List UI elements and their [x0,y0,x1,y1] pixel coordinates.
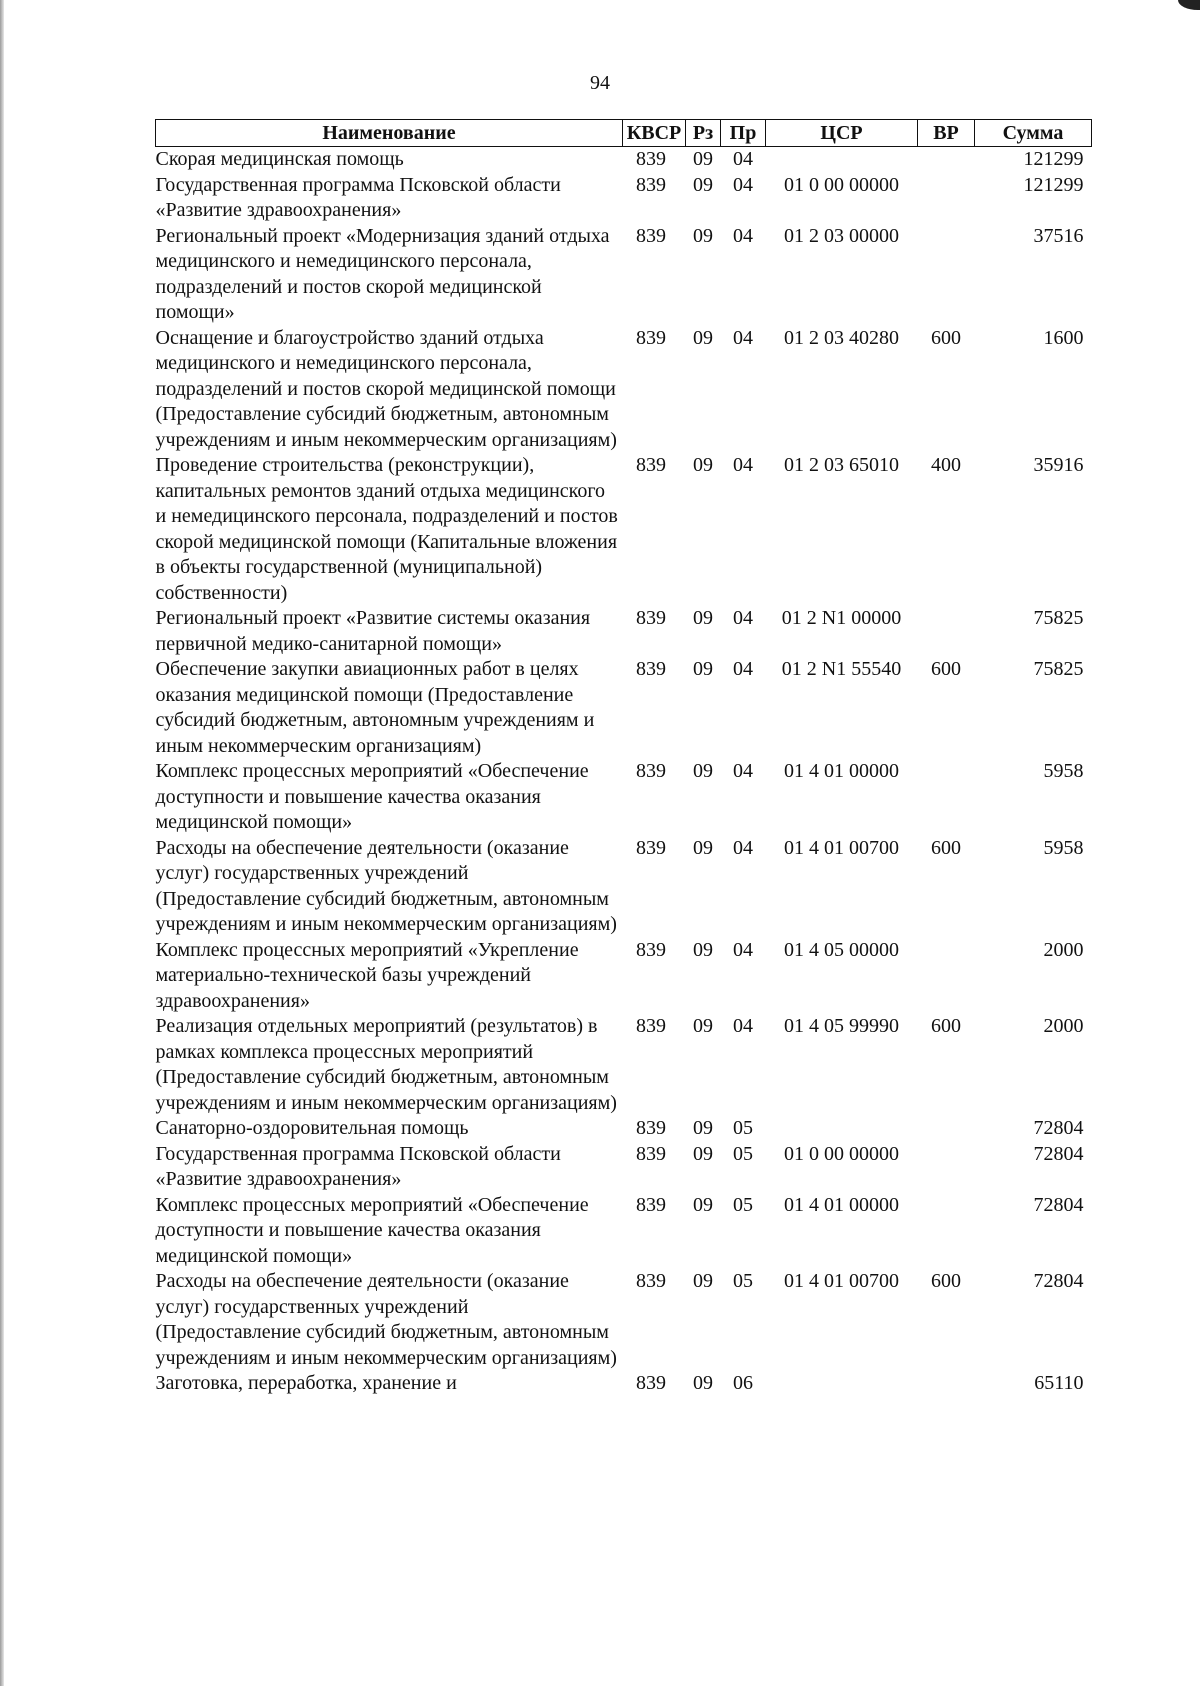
cell-sum: 35916 [1033,454,1084,476]
cell-csr: 01 4 05 00000 [784,938,899,961]
cell-rz: 09 [693,224,713,247]
cell-name: Комплекс процессных мероприятий «Обеспечение доступности и повышение качества оказания медицинской помощи» [155,760,589,833]
cell-pr: 04 [733,326,753,349]
cell-vr [918,938,975,1015]
cell-pr: 06 [733,1372,753,1394]
cell-sum: 72804 [1033,1117,1084,1139]
cell-csr: 01 2 N1 55540 [781,658,902,680]
cell-vr [918,147,975,173]
cell-pr: 04 [733,760,753,782]
cell-rz: 09 [693,1015,713,1037]
cell-pr: 05 [733,1142,753,1165]
cell-kvsr: 839 [636,938,666,961]
cell-sum: 1600 [1043,326,1084,349]
cell-rz: 09 [693,836,713,859]
cell-sum: 72804 [1033,1142,1084,1165]
cell-sum: 2000 [1043,1015,1084,1037]
cell-name: Реализация отдельных мероприятий (результатов) в рамках комплекса процессных мероприятий (Предоставление субсидий бюджетным, автономным учреждениям и иным некоммерческим организациям) [155,1015,617,1114]
cell-rz: 09 [693,1142,713,1165]
cell-sum: 75825 [1033,607,1084,629]
table-body [156,147,1092,1397]
cell-vr [918,173,975,224]
cell-kvsr: 839 [636,173,666,196]
table-row [156,1116,1092,1142]
cell-vr: 400 [931,454,961,476]
cell-sum: 5958 [1043,760,1084,782]
cell-sum: 65110 [1034,1372,1084,1394]
header-pr: Пр [721,120,766,147]
table-row [156,759,1092,836]
cell-csr: 01 4 05 99990 [784,1015,899,1037]
cell-kvsr: 839 [636,1193,666,1216]
cell-rz: 09 [693,607,713,629]
cell-kvsr: 839 [636,326,666,349]
cell-pr: 04 [733,1015,753,1037]
cell-csr: 01 0 00 00000 [784,1142,899,1165]
table-row [156,147,1092,173]
cell-rz: 09 [693,1372,713,1394]
table-row [156,1142,1092,1193]
cell-rz: 09 [693,148,713,170]
cell-sum: 5958 [1043,836,1084,859]
cell-name: Комплекс процессных мероприятий «Обеспечение доступности и повышение качества оказания медицинской помощи» [155,1193,589,1267]
cell-pr: 04 [733,224,753,247]
cell-name: Региональный проект «Модернизация зданий отдыха медицинского и немедицинского персонала, подразделений и постов скорой медицинской помощи» [155,224,610,323]
cell-pr: 04 [733,454,753,476]
cell-vr: 600 [931,836,961,859]
cell-rz: 09 [693,938,713,961]
cell-name: Оснащение и благоустройство зданий отдыха медицинского и немедицинского персонала, подразделений и постов скорой медицинской помощи (Предоставление субсидий бюджетным, автономным учреждениям и иным некоммерческим организациям) [155,326,617,451]
cell-name: Скорая медицинская помощь [155,148,404,170]
cell-csr [766,1116,918,1142]
cell-csr: 01 2 N1 00000 [781,607,902,629]
cell-name: Расходы на обеспечение деятельности (оказание услуг) государственных учреждений (Предоставление субсидий бюджетным, автономным учреждениям и иным некоммерческим организациям) [155,836,617,935]
cell-sum: 2000 [1043,938,1084,961]
table-row [156,1193,1092,1270]
cell-kvsr: 839 [636,836,666,859]
cell-pr: 04 [733,173,753,196]
cell-kvsr: 839 [636,1015,666,1037]
cell-name: Проведение строительства (реконструкции), капитальных ремонтов зданий отдыха медицинского и немедицинского персонала, подразделений и постов скорой медицинской помощи (Капитальные вложения в объекты государственной (муниципальной) собственности) [155,454,618,604]
cell-vr: 600 [931,326,961,349]
cell-rz: 09 [693,454,713,476]
cell-csr [766,1371,918,1397]
cell-vr [918,1193,975,1270]
table-row [156,173,1092,224]
cell-name: Расходы на обеспечение деятельности (оказание услуг) государственных учреждений (Предоставление субсидий бюджетным, автономным учреждениям и иным некоммерческим организациям) [155,1270,617,1369]
header-rz: Рз [686,120,721,147]
table-row [156,1014,1092,1116]
cell-rz: 09 [693,658,713,680]
table-row [156,1269,1092,1371]
header-sum: Сумма [975,120,1092,147]
cell-kvsr: 839 [636,1270,666,1292]
cell-rz: 09 [693,326,713,349]
cell-name: Государственная программа Псковской области «Развитие здравоохранения» [155,173,561,221]
cell-csr: 01 4 01 00700 [784,1270,899,1292]
header-name: Наименование [156,120,623,147]
cell-csr: 01 4 01 00700 [784,836,899,859]
cell-pr: 04 [733,607,753,629]
cell-sum: 121299 [1023,148,1084,170]
cell-kvsr: 839 [636,454,666,476]
cell-vr [918,1142,975,1193]
cell-vr [918,606,975,657]
table-row [156,224,1092,326]
table-row [156,326,1092,454]
cell-kvsr: 839 [636,1117,666,1139]
cell-sum: 72804 [1033,1193,1084,1216]
cell-pr: 05 [733,1193,753,1216]
budget-table [155,119,1092,1397]
cell-pr: 04 [733,938,753,961]
cell-rz: 09 [693,1270,713,1292]
table-row [156,1371,1092,1397]
cell-kvsr: 839 [636,760,666,782]
cell-vr: 600 [931,1015,961,1037]
cell-vr: 600 [931,658,961,680]
cell-pr: 04 [733,836,753,859]
cell-sum: 75825 [1033,658,1084,680]
cell-csr: 01 2 03 00000 [784,224,899,247]
cell-name: Обеспечение закупки авиационных работ в целях оказания медицинской помощи (Предоставление субсидий бюджетным, автономным учреждениям и иным некоммерческим организациям) [155,658,595,757]
cell-vr [918,224,975,326]
table-row [156,606,1092,657]
cell-rz: 09 [693,1117,713,1139]
cell-csr: 01 4 01 00000 [784,1193,899,1216]
table-row [156,836,1092,938]
cell-csr: 01 4 01 00000 [784,760,899,782]
table-row [156,657,1092,759]
cell-pr: 05 [733,1270,753,1292]
cell-name: Санаторно-оздоровительная помощь [155,1117,469,1139]
header-vr: ВР [918,120,975,147]
table-header-row [156,120,1092,147]
cell-pr: 04 [733,658,753,680]
cell-name: Заготовка, переработка, хранение и [155,1372,457,1394]
cell-pr: 04 [733,148,753,170]
cell-csr: 01 2 03 40280 [784,326,899,349]
header-kvsr: КВСР [623,120,686,147]
cell-kvsr: 839 [636,1372,666,1394]
cell-sum: 72804 [1033,1270,1084,1292]
cell-sum: 37516 [1033,224,1084,247]
table-row [156,938,1092,1015]
cell-kvsr: 839 [636,1142,666,1165]
cell-csr: 01 0 00 00000 [784,173,899,196]
cell-kvsr: 839 [636,148,666,170]
cell-kvsr: 839 [636,607,666,629]
cell-pr: 05 [733,1117,753,1139]
cell-kvsr: 839 [636,224,666,247]
cell-sum: 121299 [1023,173,1084,196]
cell-rz: 09 [693,1193,713,1216]
scan-left-edge [0,0,4,1686]
cell-rz: 09 [693,760,713,782]
cell-csr [766,147,918,173]
cell-vr [918,759,975,836]
cell-name: Региональный проект «Развитие системы оказания первичной медико-санитарной помощи» [155,607,591,655]
scan-corner-mark [1178,0,1200,10]
cell-rz: 09 [693,173,713,196]
page-number: 94 [590,72,610,94]
cell-name: Комплекс процессных мероприятий «Укрепление материально-технической базы учреждений здравоохранения» [155,938,579,1012]
cell-vr [918,1116,975,1142]
header-csr: ЦСР [766,120,918,147]
cell-csr: 01 2 03 65010 [784,454,899,476]
table-row [156,453,1092,606]
cell-vr: 600 [931,1270,961,1292]
cell-vr [918,1371,975,1397]
cell-kvsr: 839 [636,658,666,680]
cell-name: Государственная программа Псковской области «Развитие здравоохранения» [155,1142,561,1190]
